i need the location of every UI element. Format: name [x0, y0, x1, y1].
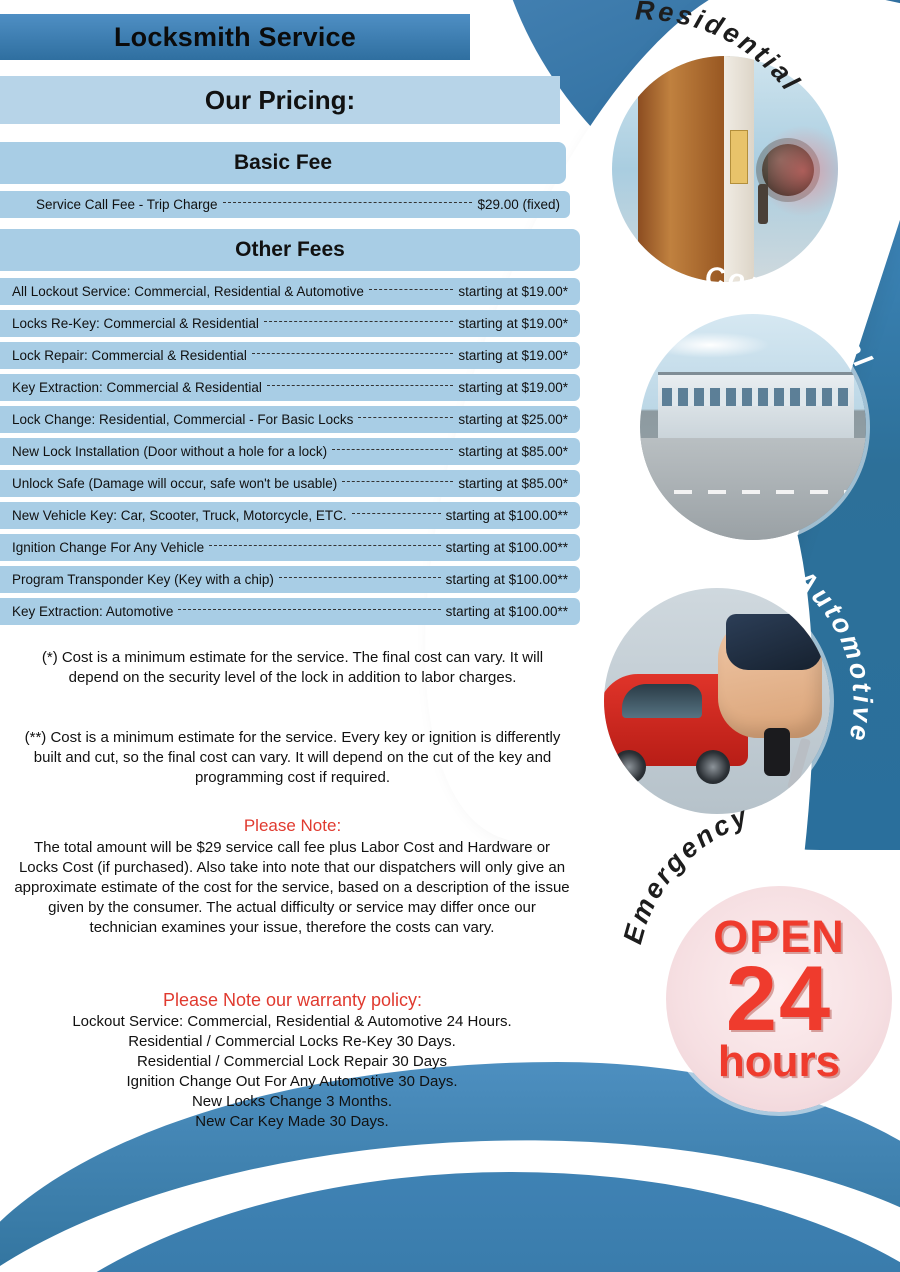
price-row-price: starting at $85.00* [458, 476, 568, 491]
price-row-label: Ignition Change For Any Vehicle [12, 540, 205, 555]
dot-leader [352, 513, 441, 514]
price-row-price: starting at $100.00** [445, 508, 568, 523]
dot-leader [369, 289, 454, 290]
price-row-price: starting at $19.00* [458, 348, 568, 363]
svg-text:Automotive [789, 563, 878, 746]
price-row-label: New Vehicle Key: Car, Scooter, Truck, Motorcycle, ETC. [12, 508, 347, 523]
price-row-other-fee [0, 470, 580, 497]
dot-leader [178, 609, 440, 610]
warranty-policy-item: New Car Key Made 30 Days. [195, 1113, 389, 1130]
price-row-label: Lock Repair: Commercial & Residential [12, 348, 247, 363]
price-row-other-fee [0, 406, 580, 433]
section-heading-other-fees [0, 229, 580, 271]
open-label: OPEN [713, 910, 845, 962]
warranty-policy-title: Please Note our warranty policy: [162, 990, 423, 1010]
price-row-label: Program Transponder Key (Key with a chip) [12, 572, 274, 587]
dot-leader [358, 417, 453, 418]
warranty-policy-item: Residential / Commercial Lock Repair 30 Days [136, 1053, 448, 1070]
road-icon [640, 438, 866, 540]
note-double-star: (**) Cost is a minimum estimate for the service. Every key or ignition is differently built and cut, so the final cost can vary. It will depend on the cut of the key and programming cost if required. [24, 729, 561, 786]
car-wheel-icon [612, 750, 646, 784]
category-label-automotive-text: Automotive [789, 563, 878, 747]
twentyfour-label: 24 [725, 948, 833, 1051]
dot-leader [342, 481, 453, 482]
warranty-policy-item: Residential / Commercial Locks Re-Key 30 Days. [128, 1033, 456, 1050]
section-heading-basic-fee [0, 142, 566, 184]
price-row-label: Unlock Safe (Damage will occur, safe won't be usable) [12, 476, 338, 491]
category-label-commercial-text: Commercial [704, 261, 880, 375]
price-row-label: New Lock Installation (Door without a hole for a lock) [12, 444, 328, 459]
price-row-other-fee [0, 502, 580, 529]
price-row-price: starting at $19.00* [458, 380, 568, 395]
price-row-label: Lock Change: Residential, Commercial - For Basic Locks [12, 412, 354, 427]
price-row-other-fee [0, 310, 580, 337]
price-row-basic-fee [0, 191, 570, 218]
price-row-other-fee [0, 438, 580, 465]
warranty-policy-item: New Locks Change 3 Months. [191, 1093, 393, 1110]
please-note-title: Please Note: [243, 816, 342, 835]
dot-leader [332, 449, 453, 450]
price-row-other-fee [0, 566, 580, 593]
svg-text:Emergency [617, 800, 753, 947]
section-heading-basic-fee-text: Basic Fee [233, 151, 333, 174]
price-row-price: starting at $100.00** [445, 604, 568, 619]
road-marking-icon [640, 490, 866, 494]
warranty-policy-item: Ignition Change Out For Any Automotive 30 Days. [126, 1073, 458, 1090]
category-label-commercial [690, 261, 900, 433]
price-row-price: starting at $100.00** [445, 540, 568, 555]
dot-leader [279, 577, 441, 578]
warranty-policy-list [14, 1012, 570, 1132]
car-wheel-icon [696, 750, 730, 784]
price-row-other-fee [0, 278, 580, 305]
price-row-label: Service Call Fee - Trip Charge [36, 197, 218, 212]
note-single-star: (*) Cost is a minimum estimate for the service. The final cost can vary. It will depend on the security level of the lock in addition to labor charges. [41, 649, 544, 686]
price-row-other-fee [0, 374, 580, 401]
price-row-price: $29.00 (fixed) [477, 197, 560, 212]
price-row-label: Key Extraction: Commercial & Residential [12, 380, 262, 395]
price-row-price: starting at $25.00* [458, 412, 568, 427]
door-key-icon [758, 184, 768, 224]
price-row-other-fee [0, 598, 580, 625]
category-label-residential-text: Residential [634, 0, 807, 98]
category-label-emergency [615, 800, 845, 975]
category-label-emergency-text: Emergency [617, 800, 754, 948]
price-row-other-fee [0, 342, 580, 369]
page-title [0, 14, 470, 60]
svg-text:Commercial [704, 262, 879, 375]
dot-leader [252, 353, 454, 354]
dot-leader [223, 202, 473, 203]
please-note-body: The total amount will be $29 service call fee plus Labor Cost and Hardware or Locks Cost (if purchased). Also take into note that our dispatchers will only give an approximate estimate of the cost for the service, based on a description of the issue given by the consumer. The actual difficulty or service may differ once our technician examines your issue, therefore the costs can vary. [14, 839, 570, 936]
svg-text:Residential [635, 0, 807, 98]
price-row-price: starting at $19.00* [458, 316, 568, 331]
dot-leader [264, 321, 454, 322]
price-row-label: Locks Re-Key: Commercial & Residential [12, 316, 259, 331]
price-row-label: Key Extraction: Automotive [12, 604, 174, 619]
car-window-icon [622, 684, 702, 718]
price-row-price: starting at $100.00** [445, 572, 568, 587]
hours-label: hours [717, 1036, 841, 1086]
section-heading-other-fees-text: Other Fees [235, 238, 345, 261]
dot-leader [209, 545, 441, 546]
warranty-policy-item: Lockout Service: Commercial, Residential & Automotive 24 Hours. [72, 1013, 512, 1030]
category-label-automotive [760, 563, 900, 785]
price-row-label: All Lockout Service: Commercial, Residential & Automotive [12, 284, 364, 299]
dot-leader [267, 385, 454, 386]
price-row-price: starting at $85.00* [458, 444, 568, 459]
page-subtitle [0, 76, 560, 124]
page-subtitle-text: Our Pricing: [204, 84, 356, 115]
page-title-text: Locksmith Service [113, 21, 356, 52]
price-row-price: starting at $19.00* [458, 284, 568, 299]
price-row-other-fee [0, 534, 580, 561]
category-label-residential [600, 0, 860, 165]
